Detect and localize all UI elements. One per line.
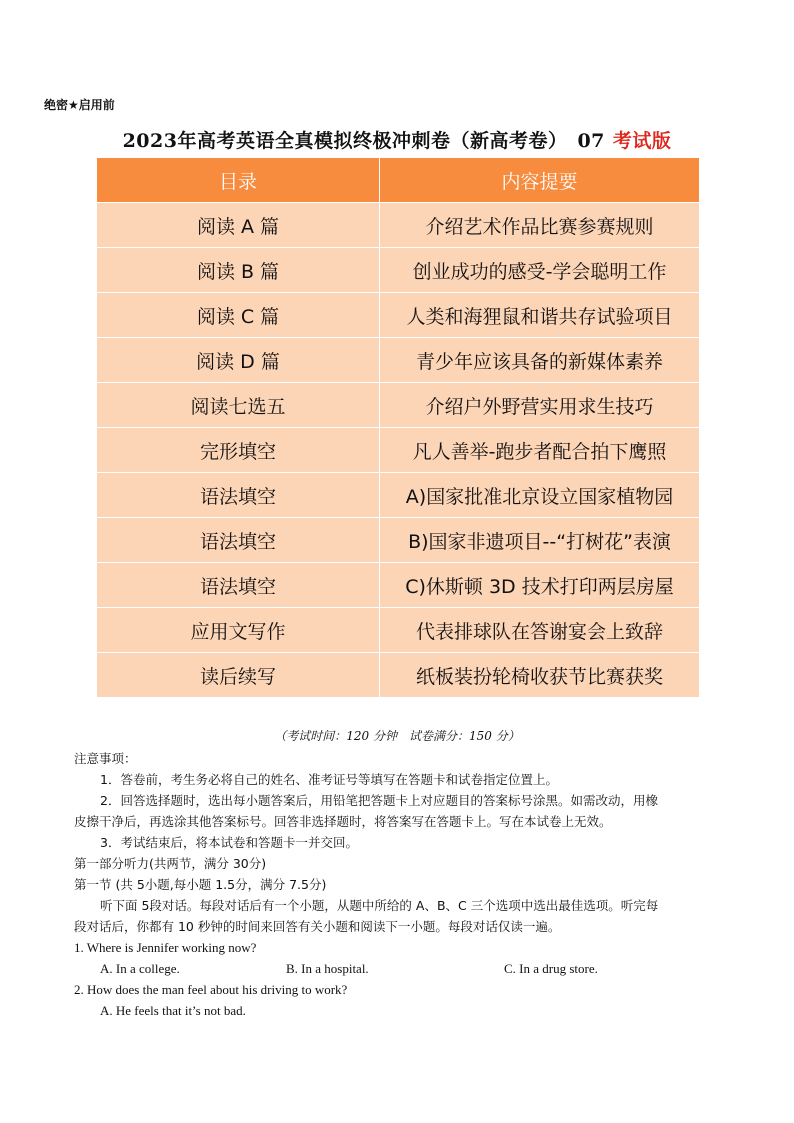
option-a: A. He feels that it’s not bad. bbox=[100, 1003, 246, 1018]
row-summary: 介绍艺术作品比赛参赛规则 bbox=[380, 203, 700, 248]
row-section: 阅读 A 篇 bbox=[97, 203, 380, 248]
title-version: 考试版 bbox=[612, 130, 672, 152]
question-2-options bbox=[74, 1000, 724, 1021]
table-row bbox=[97, 203, 700, 248]
page-title bbox=[0, 126, 794, 153]
note-item: 1．答卷前，考生务必将自己的姓名、准考证号等填写在答题卡和试卷指定位置上。 bbox=[100, 772, 558, 787]
row-summary: 凡人善举-跑步者配合拍下鹰照 bbox=[380, 428, 700, 473]
row-section: 语法填空 bbox=[97, 518, 380, 563]
table-row bbox=[97, 293, 700, 338]
header-summary: 内容提要 bbox=[380, 158, 700, 203]
note-item: 2．回答选择题时，选出每小题答案后，用铅笔把答题卡上对应题目的答案标号涂黑。如需改动，用橡 bbox=[100, 793, 658, 808]
row-section: 阅读七选五 bbox=[97, 383, 380, 428]
header-catalog: 目录 bbox=[97, 158, 380, 203]
row-summary: 纸板装扮轮椅收获节比赛获奖 bbox=[380, 653, 700, 698]
row-section: 语法填空 bbox=[97, 473, 380, 518]
title-number: 07 bbox=[577, 130, 605, 152]
row-section: 应用文写作 bbox=[97, 608, 380, 653]
exam-time: （考试时间：120 分钟 bbox=[274, 729, 397, 743]
row-section: 完形填空 bbox=[97, 428, 380, 473]
row-summary: 创业成功的感受-学会聪明工作 bbox=[380, 248, 700, 293]
note-item-continued: 皮擦干净后，再选涂其他答案标号。回答非选择题时，将答案写在答题卡上。写在本试卷上无效。 bbox=[74, 814, 612, 829]
instruction-line: 听下面 5段对话。每段对话后有一个小题，从题中所给的 A、B、C 三个选项中选出最佳选项。听完每 bbox=[100, 898, 659, 913]
table-row bbox=[97, 518, 700, 563]
notes-heading: 注意事项： bbox=[74, 751, 137, 766]
row-summary: 人类和海狸鼠和谐共存试验项目 bbox=[380, 293, 700, 338]
row-summary: C)休斯顿 3D 技术打印两层房屋 bbox=[380, 563, 700, 608]
row-section: 阅读 C 篇 bbox=[97, 293, 380, 338]
row-section: 阅读 D 篇 bbox=[97, 338, 380, 383]
table-row bbox=[97, 563, 700, 608]
instruction-line-continued: 段对话后，你都有 10 秒钟的时间来回答有关小题和阅读下一小题。每段对话仅读一遍。 bbox=[74, 919, 561, 934]
contents-table bbox=[96, 157, 700, 698]
option-a: A. In a college. bbox=[100, 961, 180, 976]
row-summary: B)国家非遗项目--“打树花”表演 bbox=[380, 518, 700, 563]
table-row bbox=[97, 473, 700, 518]
row-section: 阅读 B 篇 bbox=[97, 248, 380, 293]
row-section: 读后续写 bbox=[97, 653, 380, 698]
exam-score: 试卷满分：150 分） bbox=[409, 729, 520, 743]
exam-meta bbox=[0, 727, 794, 744]
row-section: 语法填空 bbox=[97, 563, 380, 608]
table-row bbox=[97, 428, 700, 473]
option-b: B. In a hospital. bbox=[286, 961, 369, 976]
title-main: 2023年高考英语全真模拟终极冲刺卷（新高考卷） bbox=[122, 130, 568, 152]
table-row bbox=[97, 608, 700, 653]
question-1-options bbox=[74, 958, 724, 979]
question-2: 2. How does the man feel about his driving to work? bbox=[74, 982, 348, 997]
part1-title: 第一部分听力(共两节，满分 30分) bbox=[74, 856, 267, 871]
row-summary: A)国家批准北京设立国家植物园 bbox=[380, 473, 700, 518]
table-row bbox=[97, 653, 700, 698]
notes-section bbox=[74, 748, 724, 1021]
table-header-row bbox=[97, 158, 700, 203]
row-summary: 代表排球队在答谢宴会上致辞 bbox=[380, 608, 700, 653]
note-item: 3．考试结束后，将本试卷和答题卡一并交回。 bbox=[100, 835, 358, 850]
section1-title: 第一节 (共 5小题,每小题 1.5分，满分 7.5分) bbox=[74, 877, 327, 892]
option-c: C. In a drug store. bbox=[504, 961, 598, 976]
row-summary: 介绍户外野营实用求生技巧 bbox=[380, 383, 700, 428]
question-1: 1. Where is Jennifer working now? bbox=[74, 940, 257, 955]
secret-label: 绝密★启用前 bbox=[44, 98, 115, 112]
table-row bbox=[97, 383, 700, 428]
table-row bbox=[97, 248, 700, 293]
row-summary: 青少年应该具备的新媒体素养 bbox=[380, 338, 700, 383]
table-row bbox=[97, 338, 700, 383]
